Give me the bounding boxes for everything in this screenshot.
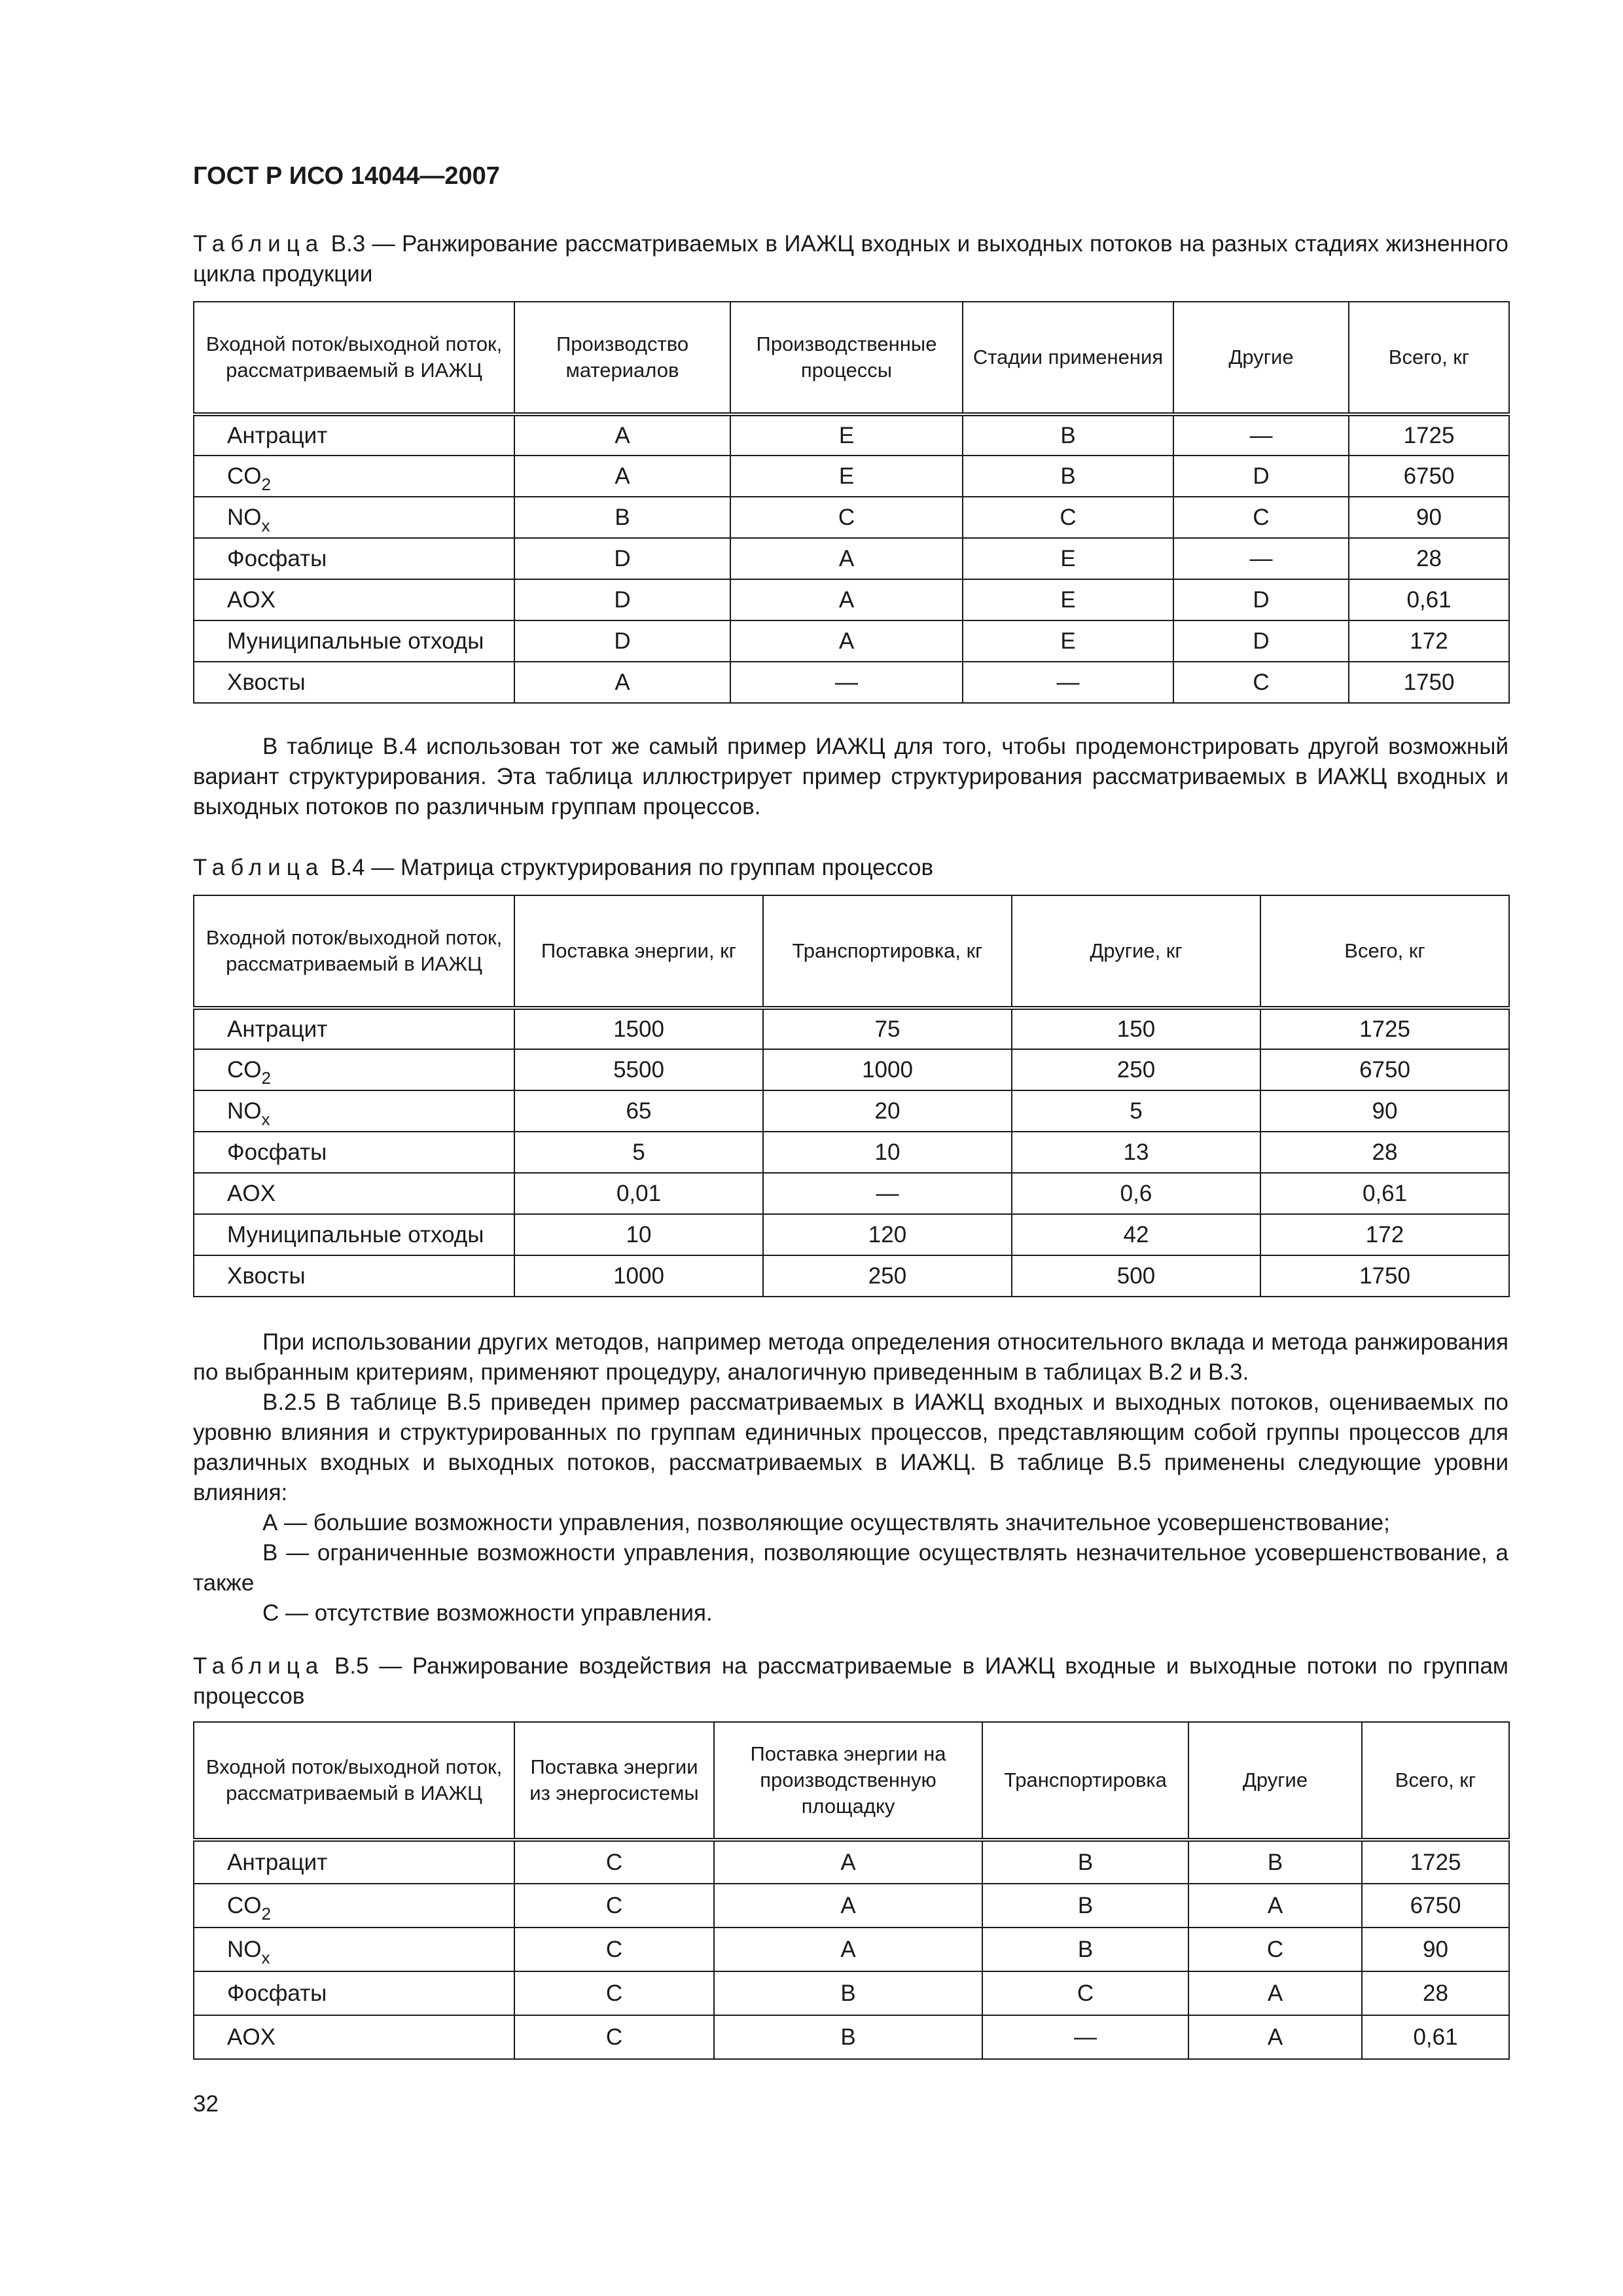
table-cell: C [514, 1840, 714, 1884]
table-cell: 1750 [1260, 1255, 1509, 1297]
table-cell: B [982, 1928, 1188, 1971]
row-label-subscript: 2 [261, 1067, 271, 1088]
table-cell: 10 [514, 1214, 763, 1255]
header-cell: Производство материалов [514, 302, 730, 414]
header-cell: Всего, кг [1349, 302, 1509, 414]
table-cell: 5500 [514, 1049, 763, 1090]
row-label: NO [227, 1098, 262, 1124]
table-cell: D [1173, 456, 1349, 497]
table-b3-caption [193, 229, 1508, 289]
row-label-subscript: x [261, 1109, 270, 1129]
table-cell: E [963, 579, 1173, 620]
header-cell: Другие [1188, 1722, 1362, 1840]
header-cell: Производственные процессы [730, 302, 963, 414]
table-row [194, 1884, 1509, 1928]
table-word: Таблица [193, 855, 325, 880]
table-cell: — [763, 1173, 1012, 1214]
row-label: Антрацит [227, 1849, 328, 1875]
row-label-subscript: 2 [261, 1903, 271, 1924]
row-label-subscript: x [261, 1947, 270, 1967]
table-b5-caption-text: В.5 — Ранжирование воздействия на рассматриваемые в ИАЖЦ входные и выходные потоки по группам процессов [193, 1653, 1508, 1709]
row-label: NO [227, 504, 262, 530]
row-label-cell [194, 1255, 514, 1297]
paragraph-text: В — ограниченные возможности управления, позволяющие осуществлять незначительное усовершенствование, а также [193, 1540, 1508, 1596]
row-label-subscript: x [261, 515, 270, 535]
row-label: Хвосты [227, 1263, 306, 1289]
header-cell: Стадии применения [963, 302, 1173, 414]
table-cell: B [714, 2015, 982, 2059]
table-row [194, 497, 1509, 538]
row-label: Фосфаты [227, 1980, 327, 2006]
table-cell: A [514, 662, 730, 703]
row-label-cell [194, 1008, 514, 1049]
body-paragraphs [193, 1327, 1508, 1628]
row-label: AOX [227, 2024, 276, 2050]
document-header: ГОСТ Р ИСО 14044—2007 [193, 162, 500, 190]
table-cell: 28 [1349, 538, 1509, 579]
table-row [194, 1214, 1509, 1255]
table-cell: D [514, 620, 730, 662]
row-label-cell [194, 662, 514, 703]
table-cell: A [730, 538, 963, 579]
paragraph-text: А — большие возможности управления, позволяющие осуществлять значительное усовершенствование; [262, 1510, 1390, 1535]
table-cell: C [730, 497, 963, 538]
row-label: AOX [227, 586, 276, 613]
table-word: Таблица [193, 231, 325, 257]
table-b5 [193, 1721, 1510, 2060]
table-cell: E [963, 620, 1173, 662]
table-cell: E [730, 456, 963, 497]
row-label: Муниципальные отходы [227, 628, 484, 654]
table-cell: A [714, 1840, 982, 1884]
table-b4-body [194, 1008, 1509, 1297]
table-b5-caption [193, 1651, 1508, 1712]
header-cell: Входной поток/выходной поток, рассматриваемый в ИАЖЦ [194, 302, 514, 414]
table-cell: 0,61 [1260, 1173, 1509, 1214]
row-label-cell [194, 456, 514, 497]
table-cell: C [1173, 497, 1349, 538]
table-cell: A [714, 1928, 982, 1971]
table-cell: A [514, 414, 730, 456]
header-cell: Всего, кг [1362, 1722, 1509, 1840]
table-row [194, 414, 1509, 456]
table-cell: 75 [763, 1008, 1012, 1049]
row-label-cell [194, 497, 514, 538]
table-cell: 1725 [1349, 414, 1509, 456]
row-label-cell [194, 1928, 514, 1971]
paragraph-text: В таблице В.4 использован тот же самый пример ИАЖЦ для того, чтобы продемонстрировать другой возможный вариант структурирования. Эта таблица иллюстрирует пример структурирования рассматриваемых в ИАЖЦ входных и выходных потоков по различным группам процессов. [193, 734, 1508, 819]
row-label: CO [227, 1056, 262, 1083]
table-b4-caption [193, 853, 1508, 883]
header-cell: Поставка энергии, кг [514, 895, 763, 1008]
table-cell: — [1173, 538, 1349, 579]
row-label: NO [227, 1936, 262, 1962]
table-cell: D [1173, 620, 1349, 662]
row-label-subscript: 2 [261, 474, 271, 494]
table-cell: 1500 [514, 1008, 763, 1049]
table-cell: B [963, 414, 1173, 456]
table-b3-caption-text: В.3 — Ранжирование рассматриваемых в ИАЖЦ входных и выходных потоков на разных стадиях жизненного цикла продукции [193, 231, 1508, 287]
table-cell: 172 [1349, 620, 1509, 662]
header-cell: Поставка энергии из энергосистемы [514, 1722, 714, 1840]
table-cell: — [730, 662, 963, 703]
table-cell: — [963, 662, 1173, 703]
row-label: CO [227, 463, 262, 489]
row-label-cell [194, 1971, 514, 2015]
table-row [194, 1173, 1509, 1214]
table-cell: D [514, 538, 730, 579]
table-cell: 1000 [763, 1049, 1012, 1090]
row-label: Антрацит [227, 422, 328, 448]
row-label-cell [194, 1840, 514, 1884]
table-cell: 150 [1012, 1008, 1260, 1049]
header-cell: Другие, кг [1012, 895, 1260, 1008]
table-b5-header [194, 1722, 1509, 1840]
table-cell: B [982, 1884, 1188, 1928]
header-cell: Входной поток/выходной поток, рассматриваемый в ИАЖЦ [194, 1722, 514, 1840]
table-cell: C [1173, 662, 1349, 703]
table-cell: 90 [1362, 1928, 1509, 1971]
header-cell: Другие [1173, 302, 1349, 414]
table-cell: 250 [1012, 1049, 1260, 1090]
table-cell: C [963, 497, 1173, 538]
table-cell: 28 [1362, 1971, 1509, 2015]
row-label-cell [194, 1173, 514, 1214]
table-row [194, 1090, 1509, 1132]
row-label: CO [227, 1892, 262, 1918]
table-row [194, 538, 1509, 579]
table-cell: A [714, 1884, 982, 1928]
table-cell: B [514, 497, 730, 538]
table-row [194, 1840, 1509, 1884]
paragraph-1 [193, 732, 1508, 822]
table-cell: 120 [763, 1214, 1012, 1255]
row-label-cell [194, 579, 514, 620]
header-cell: Транспортировка [982, 1722, 1188, 1840]
table-cell: B [963, 456, 1173, 497]
table-cell: 0,01 [514, 1173, 763, 1214]
table-cell: 28 [1260, 1132, 1509, 1173]
table-cell: A [730, 620, 963, 662]
table-cell: 1725 [1260, 1008, 1509, 1049]
table-cell: A [1188, 2015, 1362, 2059]
table-cell: 0,61 [1362, 2015, 1509, 2059]
table-cell: 0,6 [1012, 1173, 1260, 1214]
table-b3-header [194, 302, 1509, 414]
table-cell: B [982, 1840, 1188, 1884]
table-cell: 1725 [1362, 1840, 1509, 1884]
header-cell: Всего, кг [1260, 895, 1509, 1008]
table-cell: 10 [763, 1132, 1012, 1173]
row-label: AOX [227, 1180, 276, 1206]
table-b3 [193, 301, 1510, 704]
table-row [194, 1049, 1509, 1090]
table-cell: E [963, 538, 1173, 579]
table-cell: A [514, 456, 730, 497]
table-cell: C [514, 1971, 714, 2015]
table-b5-body [194, 1840, 1509, 2059]
table-b4-header [194, 895, 1509, 1008]
table-cell: 250 [763, 1255, 1012, 1297]
table-b4 [193, 895, 1510, 1297]
table-cell: 5 [1012, 1090, 1260, 1132]
row-label-cell [194, 620, 514, 662]
row-label: Муниципальные отходы [227, 1221, 484, 1247]
header-cell: Поставка энергии на производственную площадку [714, 1722, 982, 1840]
header-cell: Входной поток/выходной поток, рассматриваемый в ИАЖЦ [194, 895, 514, 1008]
table-cell: A [1188, 1884, 1362, 1928]
table-b3-body [194, 414, 1509, 703]
header-cell: Транспортировка, кг [763, 895, 1012, 1008]
table-cell: B [1188, 1840, 1362, 1884]
table-b4-caption-text: В.4 — Матрица структурирования по группам процессов [324, 855, 934, 880]
row-label-cell [194, 538, 514, 579]
table-cell: C [514, 2015, 714, 2059]
table-cell: 1750 [1349, 662, 1509, 703]
table-cell: 0,61 [1349, 579, 1509, 620]
row-label: Фосфаты [227, 545, 327, 571]
table-cell: A [1188, 1971, 1362, 2015]
table-row [194, 1971, 1509, 2015]
row-label: Фосфаты [227, 1139, 327, 1165]
table-row [194, 1132, 1509, 1173]
table-row [194, 662, 1509, 703]
table-cell: 20 [763, 1090, 1012, 1132]
table-cell: 42 [1012, 1214, 1260, 1255]
row-label-cell [194, 1090, 514, 1132]
paragraph-text: С — отсутствие возможности управления. [262, 1600, 713, 1626]
table-cell: 500 [1012, 1255, 1260, 1297]
table-cell: B [714, 1971, 982, 2015]
table-row [194, 1008, 1509, 1049]
table-cell: D [514, 579, 730, 620]
table-cell: C [514, 1928, 714, 1971]
row-label-cell [194, 1132, 514, 1173]
table-row [194, 1255, 1509, 1297]
row-label: Антрацит [227, 1016, 328, 1042]
table-cell: 90 [1260, 1090, 1509, 1132]
table-cell: E [730, 414, 963, 456]
table-cell: 65 [514, 1090, 763, 1132]
table-cell: 13 [1012, 1132, 1260, 1173]
table-cell: 90 [1349, 497, 1509, 538]
table-row [194, 1928, 1509, 1971]
row-label-cell [194, 1214, 514, 1255]
table-cell: C [514, 1884, 714, 1928]
table-cell: — [1173, 414, 1349, 456]
row-label-cell [194, 414, 514, 456]
row-label-cell [194, 2015, 514, 2059]
paragraph-text: При использовании других методов, например метода определения относительного вклада и метода ранжирования по выбранным критериям, применяют процедуру, аналогичную приведенным в таблицах В.2 и В.3. [193, 1329, 1508, 1385]
table-cell: 1000 [514, 1255, 763, 1297]
table-row [194, 2015, 1509, 2059]
table-cell: 6750 [1260, 1049, 1509, 1090]
page-number: 32 [193, 2091, 219, 2117]
table-cell: C [1188, 1928, 1362, 1971]
table-word: Таблица [193, 1653, 325, 1679]
table-cell: C [982, 1971, 1188, 2015]
table-cell: 6750 [1362, 1884, 1509, 1928]
table-row [194, 579, 1509, 620]
table-cell: 172 [1260, 1214, 1509, 1255]
table-cell: — [982, 2015, 1188, 2059]
table-row [194, 620, 1509, 662]
row-label: Хвосты [227, 669, 306, 695]
table-cell: A [730, 579, 963, 620]
row-label-cell [194, 1049, 514, 1090]
table-cell: D [1173, 579, 1349, 620]
row-label-cell [194, 1884, 514, 1928]
table-row [194, 456, 1509, 497]
table-cell: 6750 [1349, 456, 1509, 497]
paragraph-text: В.2.5 В таблице В.5 приведен пример рассматриваемых в ИАЖЦ входных и выходных потоков, оцениваемых по уровню влияния и структурированных по группам единичных процессов, представляющим собой группы процессов для различных входных и выходных потоков, рассматриваемых в ИАЖЦ. В таблице В.5 применены следующие уровни влияния: [193, 1390, 1508, 1505]
table-cell: 5 [514, 1132, 763, 1173]
